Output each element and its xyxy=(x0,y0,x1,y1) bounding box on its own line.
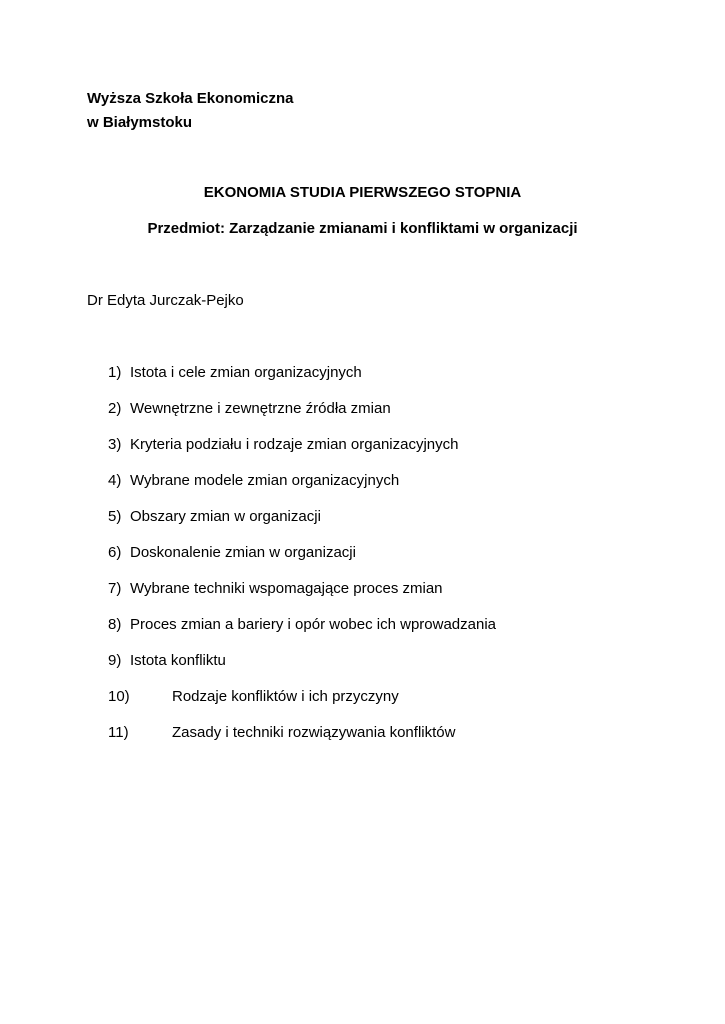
topic-item xyxy=(108,471,496,507)
topic-item xyxy=(108,435,496,471)
school-name-line-2: w Białymstoku xyxy=(87,114,193,131)
topic-number: 7) xyxy=(108,580,122,597)
program-title: EKONOMIA STUDIA PIERWSZEGO STOPNIA xyxy=(203,184,522,201)
topic-number: 5) xyxy=(108,508,122,525)
topic-text: Kryteria podziału i rodzaje zmian organizacyjnych xyxy=(130,436,459,453)
author-name: Dr Edyta Jurczak-Pejko xyxy=(87,292,244,309)
topic-text: Doskonalenie zmian w organizacji xyxy=(130,544,356,561)
topic-number: 4) xyxy=(108,472,122,489)
topic-text: Zasady i techniki rozwiązywania konfliktów xyxy=(172,724,456,741)
topic-text: Obszary zmian w organizacji xyxy=(130,508,321,525)
topic-number: 6) xyxy=(108,544,122,561)
subject-title: Przedmiot: Zarządzanie zmianami i konfliktami w organizacji xyxy=(147,220,578,237)
topic-text: Istota konfliktu xyxy=(130,652,226,669)
school-name xyxy=(87,87,293,135)
school-name-line-1: Wyższa Szkoła Ekonomiczna xyxy=(87,90,294,107)
topic-text: Proces zmian a bariery i opór wobec ich wprowadzania xyxy=(130,616,497,633)
topic-list xyxy=(108,363,496,759)
topic-number: 3) xyxy=(108,436,122,453)
topic-number: 8) xyxy=(108,616,122,633)
topic-number: 11) xyxy=(108,724,129,741)
topic-item xyxy=(108,579,496,615)
topic-item xyxy=(108,399,496,435)
topic-item xyxy=(108,651,496,687)
topic-text: Wybrane modele zmian organizacyjnych xyxy=(130,472,400,489)
topic-item xyxy=(108,507,496,543)
topic-text: Wewnętrzne i zewnętrzne źródła zmian xyxy=(130,400,391,417)
topic-number: 2) xyxy=(108,400,122,417)
topic-item xyxy=(108,363,496,399)
topic-number: 9) xyxy=(108,652,122,669)
topic-text: Rodzaje konfliktów i ich przyczyny xyxy=(172,688,399,705)
topic-text: Istota i cele zmian organizacyjnych xyxy=(130,364,362,381)
topic-text: Wybrane techniki wspomagające proces zmian xyxy=(130,580,443,597)
topic-item xyxy=(108,543,496,579)
topic-number: 10) xyxy=(108,688,130,705)
topic-number: 1) xyxy=(108,364,122,381)
topic-item xyxy=(108,723,496,759)
topic-item xyxy=(108,687,496,723)
topic-item xyxy=(108,615,496,651)
